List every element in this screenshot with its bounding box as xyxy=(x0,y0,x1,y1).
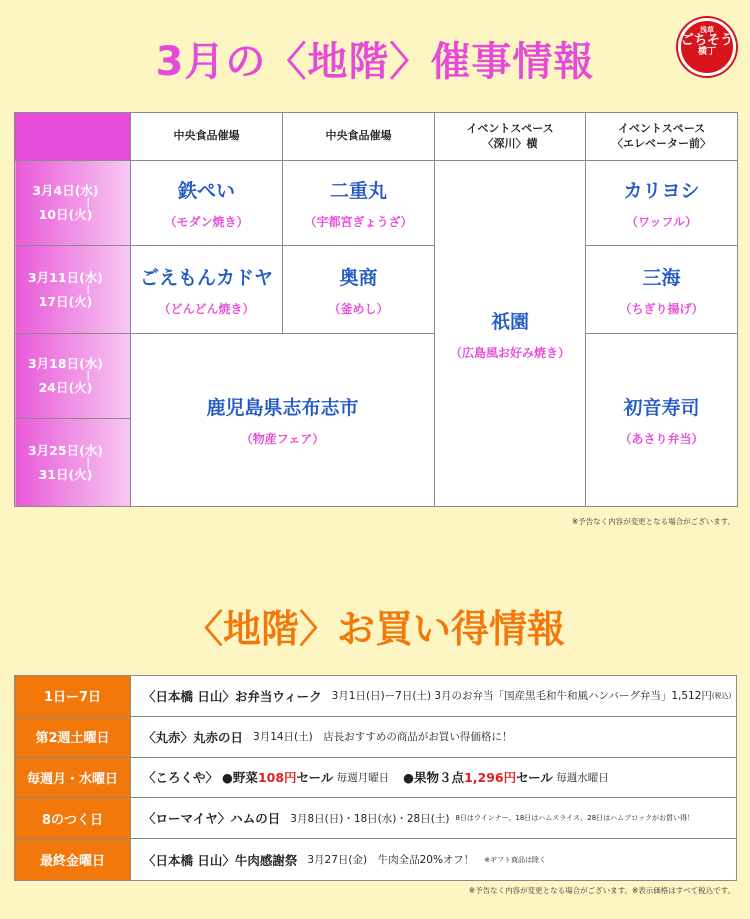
date-cell: 3月25日(水) | 31日(火) xyxy=(15,419,131,507)
deal-row xyxy=(15,839,736,880)
deal-label: 第2週土曜日 xyxy=(15,717,131,757)
deals-table xyxy=(14,675,737,881)
event-cell: カリヨシ （ワッフル） xyxy=(586,161,738,246)
date-cell: 3月18日(水) | 24日(火) xyxy=(15,334,131,419)
event-cell: 鹿児島県志布志市 （物産フェア） xyxy=(131,334,435,507)
deal-row xyxy=(15,676,736,717)
deal-body: 〈日本橋 日山〉お弁当ウィーク 3月1日(日)ー7日(土) 3月のお弁当「国産黒毛和牛和風ハンバーグ弁当」1,512円 (税込) xyxy=(143,688,732,704)
date-cell: 3月11日(水) | 17日(火) xyxy=(15,246,131,334)
deal-label: 8のつく日 xyxy=(15,798,131,838)
event-schedule-table xyxy=(14,112,738,507)
schedule-note: ※予告なく内容が変更となる場合がございます。 xyxy=(571,517,735,526)
event-cell: 鉄ぺい （モダン焼き） xyxy=(131,161,283,246)
deals-title: 〈地階〉お買い得情報 xyxy=(184,607,565,651)
deal-body: 〈日本橋 日山〉牛肉感謝祭 3月27日(金) 牛肉全品20%オフ！ ※ギフト商品は除く xyxy=(143,852,546,868)
deal-row xyxy=(15,758,736,799)
header-event-elevator: イベントスペース 〈エレベーター前〉 xyxy=(586,113,738,161)
header-central-1: 中央食品催場 xyxy=(131,113,283,161)
header-event-fukagawa: イベントスペース 〈深川〉横 xyxy=(435,113,586,161)
event-cell: 二重丸 （宇都宮ぎょうざ） xyxy=(283,161,435,246)
deal-body: 〈丸赤〉丸赤の日 3月14日(土) 店長おすすめの商品がお買い得価格に！ xyxy=(143,729,513,745)
header-central-2: 中央食品催場 xyxy=(283,113,435,161)
deal-body: 〈ローマイヤ〉ハムの日 3月8日(日)・18日(水)・28日(土) 8日はウインナー、18日はハムスライス、28日はハムブロックがお買い得！ xyxy=(143,811,695,827)
deal-label: 最終金曜日 xyxy=(15,839,131,880)
deal-row xyxy=(15,717,736,758)
corner-cell xyxy=(15,113,131,161)
event-cell: 祇園 （広島風お好み焼き） xyxy=(435,161,586,507)
event-cell: 三海 （ちぎり揚げ） xyxy=(586,246,738,334)
kochisou-yokocho-logo: 浅草 ごちそう 横丁 xyxy=(678,18,736,76)
deal-label: 1日ー7日 xyxy=(15,676,131,716)
event-cell: ごえもんカドヤ （どんどん焼き） xyxy=(131,246,283,334)
deal-body: 〈ころくや〉 ●野菜 108円 セール 毎週月曜日 ●果物３点 1,296円 セール 毎週水曜日 xyxy=(143,770,609,786)
date-cell: 3月4日(水) | 10日(火) xyxy=(15,161,131,246)
page-title: 3月の〈地階〉催事情報 xyxy=(155,39,595,85)
event-cell: 奥商 （釜めし） xyxy=(283,246,435,334)
deals-note: ※予告なく内容が変更となる場合がございます。※表示価格はすべて税込です。 xyxy=(468,886,735,895)
event-cell: 初音寿司 （あさり弁当） xyxy=(586,334,738,507)
deal-label: 毎週月・水曜日 xyxy=(15,758,131,798)
deal-row xyxy=(15,798,736,839)
